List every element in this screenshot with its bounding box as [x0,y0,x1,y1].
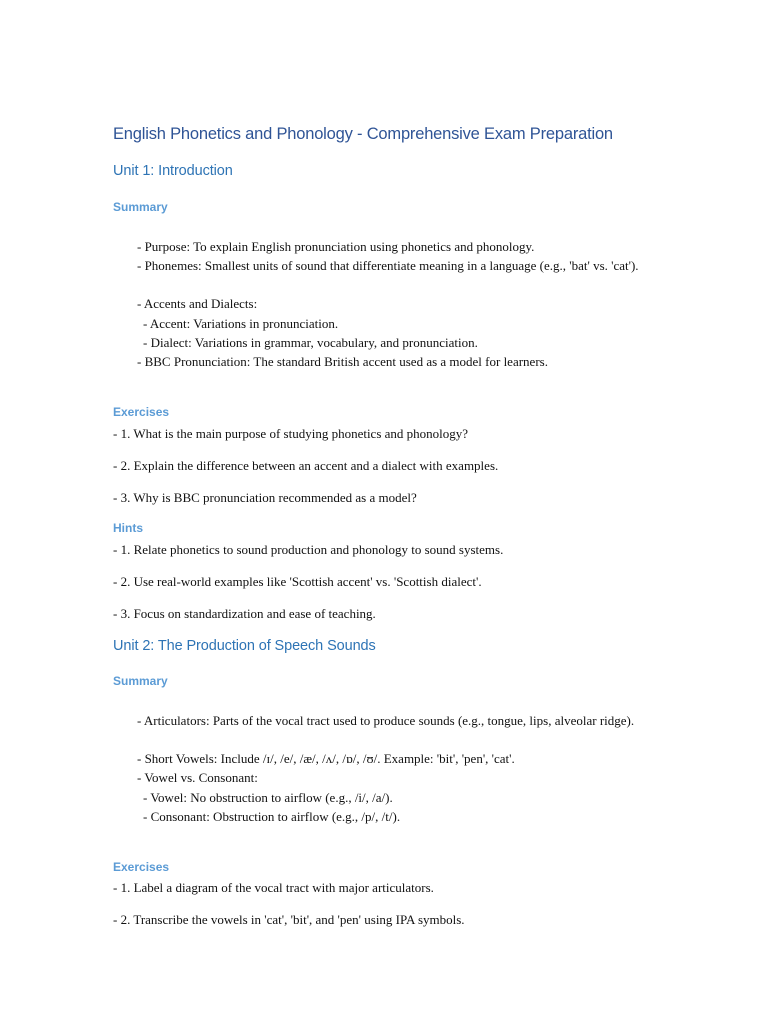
unit2-heading: Unit 2: The Production of Speech Sounds [113,638,376,654]
unit1-exercises-heading: Exercises [113,405,170,419]
unit1-exercise-item: - 1. What is the main purpose of studying phonetics and phonology? [113,426,469,441]
unit2-summary-item: - Articulators: Parts of the vocal tract used to produce sounds (e.g., tongue, lips, alveolar ridge). [137,713,635,728]
unit1-heading: Unit 1: Introduction [113,163,233,179]
unit1-summary-heading: Summary [113,200,168,214]
unit1-summary-item: - BBC Pronunciation: The standard British accent used as a model for learners. [137,354,548,369]
unit1-hint-item: - 3. Focus on standardization and ease of teaching. [113,606,376,621]
unit1-summary-item: - Accents and Dialects: [137,296,258,311]
unit1-hint-item: - 1. Relate phonetics to sound production and phonology to sound systems. [113,542,504,557]
unit2-exercises-heading: Exercises [113,860,170,874]
unit2-summary-item: - Short Vowels: Include /ɪ/, /e/, /æ/, /ʌ/, /ɒ/, /ʊ/. Example: 'bit', 'pen', 'cat'. [137,751,515,766]
unit1-exercise-item: - 3. Why is BBC pronunciation recommended as a model? [113,490,417,505]
unit2-summary-item: - Vowel vs. Consonant: [137,770,258,785]
unit1-summary-item: - Phonemes: Smallest units of sound that differentiate meaning in a language (e.g., 'bat' vs. 'cat'). [137,258,639,273]
unit2-exercise-item: - 1. Label a diagram of the vocal tract with major articulators. [113,880,434,895]
unit1-summary-item: - Accent: Variations in pronunciation. [143,316,339,331]
document-title: English Phonetics and Phonology - Comprehensive Exam Preparation [113,125,613,143]
unit1-summary-item: - Dialect: Variations in grammar, vocabulary, and pronunciation. [143,335,478,350]
unit1-exercise-item: - 2. Explain the difference between an accent and a dialect with examples. [113,458,499,473]
unit2-summary-item: - Consonant: Obstruction to airflow (e.g., /p/, /t/). [143,809,401,824]
unit1-hints-heading: Hints [113,521,143,535]
unit1-hint-item: - 2. Use real-world examples like 'Scottish accent' vs. 'Scottish dialect'. [113,574,482,589]
unit2-summary-heading: Summary [113,674,168,688]
unit1-summary-item: - Purpose: To explain English pronunciation using phonetics and phonology. [137,239,535,254]
unit2-exercise-item: - 2. Transcribe the vowels in 'cat', 'bit', and 'pen' using IPA symbols. [113,912,465,927]
unit2-summary-item: - Vowel: No obstruction to airflow (e.g., /i/, /a/). [143,790,393,805]
